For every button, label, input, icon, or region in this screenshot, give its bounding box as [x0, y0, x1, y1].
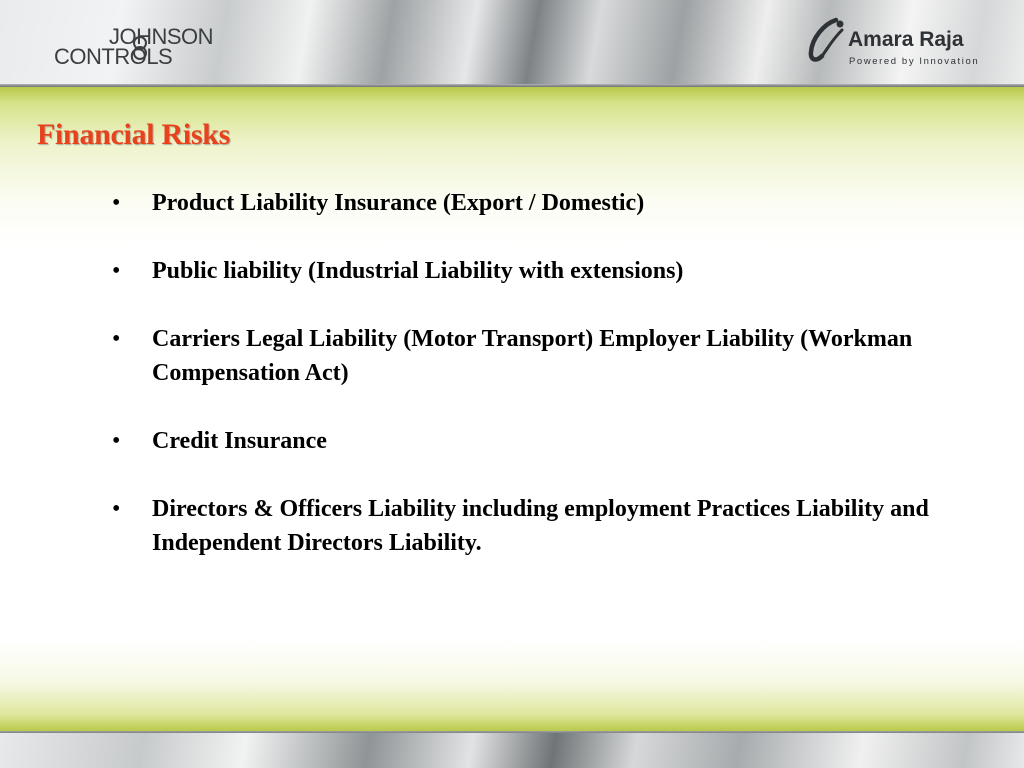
bottom-green-gradient — [0, 640, 1024, 733]
amara-raja-swoosh-icon — [806, 16, 846, 66]
johnson-controls-logo — [54, 26, 244, 70]
slide-title: Financial Risks — [37, 118, 231, 151]
bullet-text: Credit Insurance — [152, 428, 327, 454]
bullet-text: Product Liability Insurance (Export / Domestic) — [152, 190, 645, 216]
bullet-list — [112, 186, 932, 594]
bullet-text: Public liability (Industrial Liability with extensions) — [152, 258, 684, 284]
johnson-controls-ring-icon — [131, 34, 149, 62]
bullet-dot-icon: • — [112, 326, 121, 352]
bullet-item — [112, 254, 932, 288]
bullet-item — [112, 186, 932, 220]
footer-banner — [0, 733, 1024, 768]
bullet-item — [112, 424, 932, 458]
bullet-text: Carriers Legal Liability (Motor Transport) Employer Liability (Workman Compensation Act) — [152, 326, 913, 386]
brand-name: Amara Raja — [848, 28, 964, 51]
amara-raja-logo — [802, 14, 998, 70]
logo-text-line1: JOHNSON — [109, 24, 214, 49]
bullet-item — [112, 322, 932, 390]
bullet-dot-icon: • — [112, 258, 121, 284]
logo-text-line2: CONTROLS — [54, 44, 173, 69]
brand-tagline: Powered by Innovation — [849, 56, 980, 67]
bullet-dot-icon: • — [112, 428, 121, 454]
bullet-dot-icon: • — [112, 496, 121, 522]
bullet-text: Directors & Officers Liability including employment Practices Liability and Independent Directors Liability. — [152, 496, 929, 556]
bullet-item — [112, 492, 932, 560]
bullet-dot-icon: • — [112, 190, 121, 216]
